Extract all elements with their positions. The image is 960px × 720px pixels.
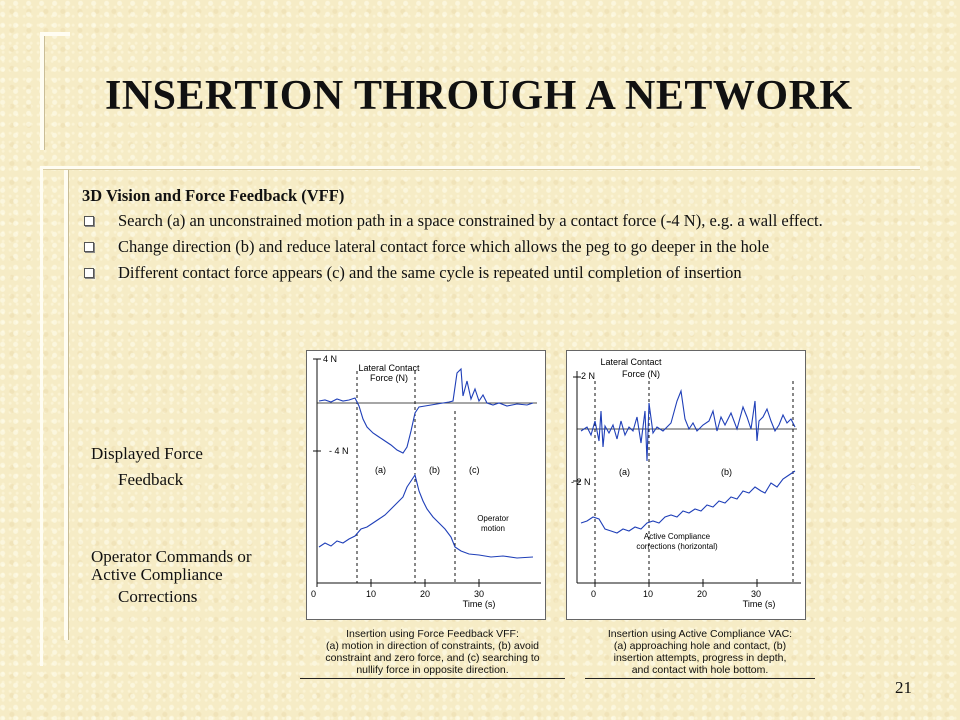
square-bullet-icon [84, 216, 94, 226]
bullet-item [82, 237, 902, 256]
square-bullet-icon [84, 242, 94, 252]
section-heading: 3D Vision and Force Feedback (VFF) [82, 186, 345, 205]
caption-active-compliance [585, 628, 815, 679]
label-line: Active Compliance [91, 565, 223, 584]
x-tick-label: 10 [643, 589, 654, 599]
frame-bar-content-left [40, 166, 43, 666]
page-number: 21 [895, 678, 912, 697]
square-bullet-icon [84, 268, 94, 278]
caption-line: (a) motion in direction of constraints, (b) avoid [325, 640, 539, 652]
frame-bar-content-inner [64, 170, 68, 640]
bullet-item [82, 263, 902, 282]
force-trace [581, 391, 795, 461]
x-tick-label: 30 [751, 589, 762, 599]
x-tick-label: 0 [591, 589, 597, 599]
frame-bar-content-top [40, 166, 920, 169]
label-displayed-force [91, 444, 203, 490]
bullet-list [82, 211, 902, 282]
bullet-text: Different contact force appears (c) and the same cycle is repeated until completion of insertion [118, 263, 742, 282]
x-axis-label: Time (s) [742, 599, 776, 609]
caption-line: nullify force in opposite direction. [356, 664, 509, 676]
slide-body [82, 186, 902, 289]
y-bottom-label: - 2 N [571, 477, 591, 487]
figure-active-compliance [566, 350, 806, 620]
label-line: Feedback [118, 470, 184, 489]
force-title-line: Lateral Contact [358, 363, 420, 373]
x-tick-label: 20 [420, 589, 431, 599]
frame-bar-top-left [40, 32, 44, 150]
bullet-text: Change direction (b) and reduce lateral contact force which allows the peg to go deeper in the hole [118, 237, 770, 256]
figure-active-compliance-svg [567, 351, 805, 619]
phase-label-a: (a) [375, 465, 386, 475]
y-bottom-label: - 4 N [329, 446, 349, 456]
phase-label-c: (c) [469, 465, 480, 475]
phase-label-a: (a) [619, 467, 630, 477]
phase-label-b: (b) [721, 467, 732, 477]
annotation-line: corrections (horizontal) [636, 542, 718, 551]
label-operator-commands [91, 548, 252, 606]
caption-line: and contact with hole bottom. [631, 664, 769, 676]
force-title-line: Force (N) [622, 369, 660, 379]
annotation-line: Active Compliance [643, 532, 711, 541]
slide-title: INSERTION THROUGH A NETWORK [105, 73, 853, 119]
y-top-label: 4 N [323, 354, 338, 364]
frame-bar-top-cap [40, 32, 70, 36]
label-line: Displayed Force [91, 444, 203, 463]
figure-force-feedback [306, 350, 546, 620]
x-tick-label: 20 [697, 589, 708, 599]
annotation-line: Operator [477, 514, 509, 523]
caption-line: (a) approaching hole and contact, (b) [613, 640, 787, 652]
compliance-trace [581, 471, 795, 533]
figure-force-feedback-svg [307, 351, 545, 619]
label-line: Operator Commands or [91, 547, 252, 566]
x-tick-label: 0 [311, 589, 317, 599]
force-title-line: Lateral Contact [600, 357, 662, 367]
caption-line: Insertion using Force Feedback VFF: [346, 628, 519, 640]
x-axis-label: Time (s) [462, 599, 496, 609]
bullet-item [82, 211, 902, 230]
force-title-line: Force (N) [370, 373, 408, 383]
caption-line: insertion attempts, progress in depth, [613, 652, 787, 664]
caption-line: Insertion using Active Compliance VAC: [607, 628, 793, 640]
y-top-label: 2 N [581, 371, 596, 381]
force-trace [319, 369, 533, 453]
phase-label-b: (b) [429, 465, 440, 475]
caption-force-feedback [300, 628, 565, 679]
caption-line: constraint and zero force, and (c) searching to [325, 652, 540, 664]
label-line: Corrections [118, 587, 198, 606]
x-tick-label: 30 [474, 589, 485, 599]
x-tick-label: 10 [366, 589, 377, 599]
annotation-line: motion [480, 524, 506, 533]
bullet-text: Search (a) an unconstrained motion path in a space constrained by a contact force (-4 N), e.g. a wall effect. [118, 211, 823, 230]
